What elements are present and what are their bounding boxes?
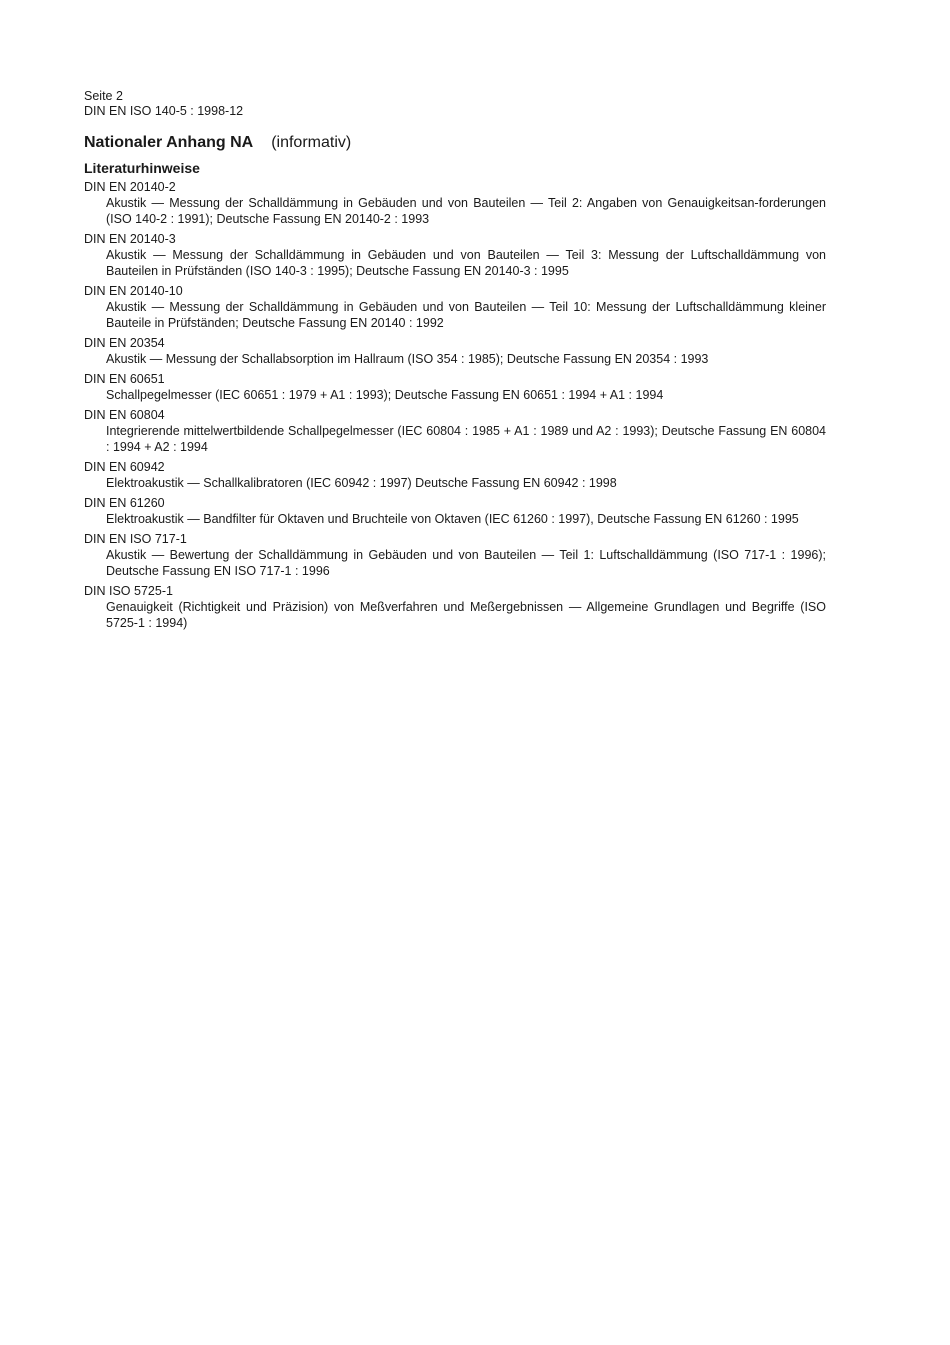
reference-id: DIN EN 20140-10 bbox=[84, 284, 183, 298]
reference-entry bbox=[84, 371, 826, 403]
reference-id: DIN ISO 5725-1 bbox=[84, 584, 173, 598]
reference-entry bbox=[84, 335, 826, 367]
reference-description: Akustik — Messung der Schallabsorption im Hallraum (ISO 354 : 1985); Deutsche Fassung EN 20354 : 1993 bbox=[106, 352, 709, 366]
reference-id: DIN EN 20140-3 bbox=[84, 232, 176, 246]
reference-description: Integrierende mittelwertbildende Schallpegelmesser (IEC 60804 : 1985 + A1 : 1989 und A2 : 1993); Deutsche Fassung EN 60804 : 1994 + A2 : 1994 bbox=[106, 424, 826, 454]
reference-description: Akustik — Messung der Schalldämmung in Gebäuden und von Bauteilen — Teil 3: Messung der Luftschalldämmung von Bauteilen in Prüfständen (ISO 140-3 : 1995); Deutsche Fassung EN 20140-3 : 1995 bbox=[106, 248, 826, 278]
reference-id: DIN EN 20354 bbox=[84, 336, 165, 350]
page-number: Seite 2 bbox=[84, 89, 123, 103]
reference-entry bbox=[84, 531, 826, 579]
annex-title bbox=[84, 133, 826, 153]
reference-id: DIN EN 60942 bbox=[84, 460, 165, 474]
reference-id: DIN EN 61260 bbox=[84, 496, 165, 510]
reference-entry bbox=[84, 283, 826, 331]
reference-description: Genauigkeit (Richtigkeit und Präzision) von Meßverfahren und Meßergebnissen — Allgemeine Grundlagen und Begriffe (ISO 5725-1 : 1994) bbox=[106, 600, 826, 630]
reference-entry bbox=[84, 495, 826, 527]
reference-list bbox=[84, 179, 826, 631]
reference-id: DIN EN 20140-2 bbox=[84, 180, 176, 194]
page-header bbox=[84, 89, 826, 119]
reference-description: Akustik — Messung der Schalldämmung in Gebäuden und von Bauteilen — Teil 10: Messung der Luftschalldämmung kleiner Bauteile in Prüfständen; Deutsche Fassung EN 20140 : 1992 bbox=[106, 300, 826, 330]
reference-id: DIN EN ISO 717-1 bbox=[84, 532, 187, 546]
reference-description: Akustik — Bewertung der Schalldämmung in Gebäuden und von Bauteilen — Teil 1: Luftschalldämmung (ISO 717-1 : 1996); Deutsche Fassung EN ISO 717-1 : 1996 bbox=[106, 548, 826, 578]
reference-description: Elektroakustik — Bandfilter für Oktaven und Bruchteile von Oktaven (IEC 61260 : 1997), Deutsche Fassung EN 61260 : 1995 bbox=[106, 512, 799, 526]
document-id: DIN EN ISO 140-5 : 1998-12 bbox=[84, 104, 244, 118]
reference-entry bbox=[84, 583, 826, 631]
reference-entry bbox=[84, 231, 826, 279]
reference-entry bbox=[84, 179, 826, 227]
reference-id: DIN EN 60804 bbox=[84, 408, 165, 422]
reference-description: Akustik — Messung der Schalldämmung in Gebäuden und von Bauteilen — Teil 2: Angaben von Genauigkeitsan-forderungen (ISO 140-2 : 1991); Deutsche Fassung EN 20140-2 : 1993 bbox=[106, 196, 826, 226]
reference-description: Elektroakustik — Schallkalibratoren (IEC 60942 : 1997) Deutsche Fassung EN 60942 : 1998 bbox=[106, 476, 617, 490]
reference-id: DIN EN 60651 bbox=[84, 372, 165, 386]
document-page bbox=[84, 89, 826, 635]
reference-entry bbox=[84, 459, 826, 491]
annex-type: (informativ) bbox=[271, 134, 352, 151]
section-heading: Literaturhinweise bbox=[84, 160, 200, 176]
reference-description: Schallpegelmesser (IEC 60651 : 1979 + A1 : 1993); Deutsche Fassung EN 60651 : 1994 + A1 : 1994 bbox=[106, 388, 664, 402]
annex-name: Nationaler Anhang NA bbox=[84, 134, 254, 151]
reference-entry bbox=[84, 407, 826, 455]
